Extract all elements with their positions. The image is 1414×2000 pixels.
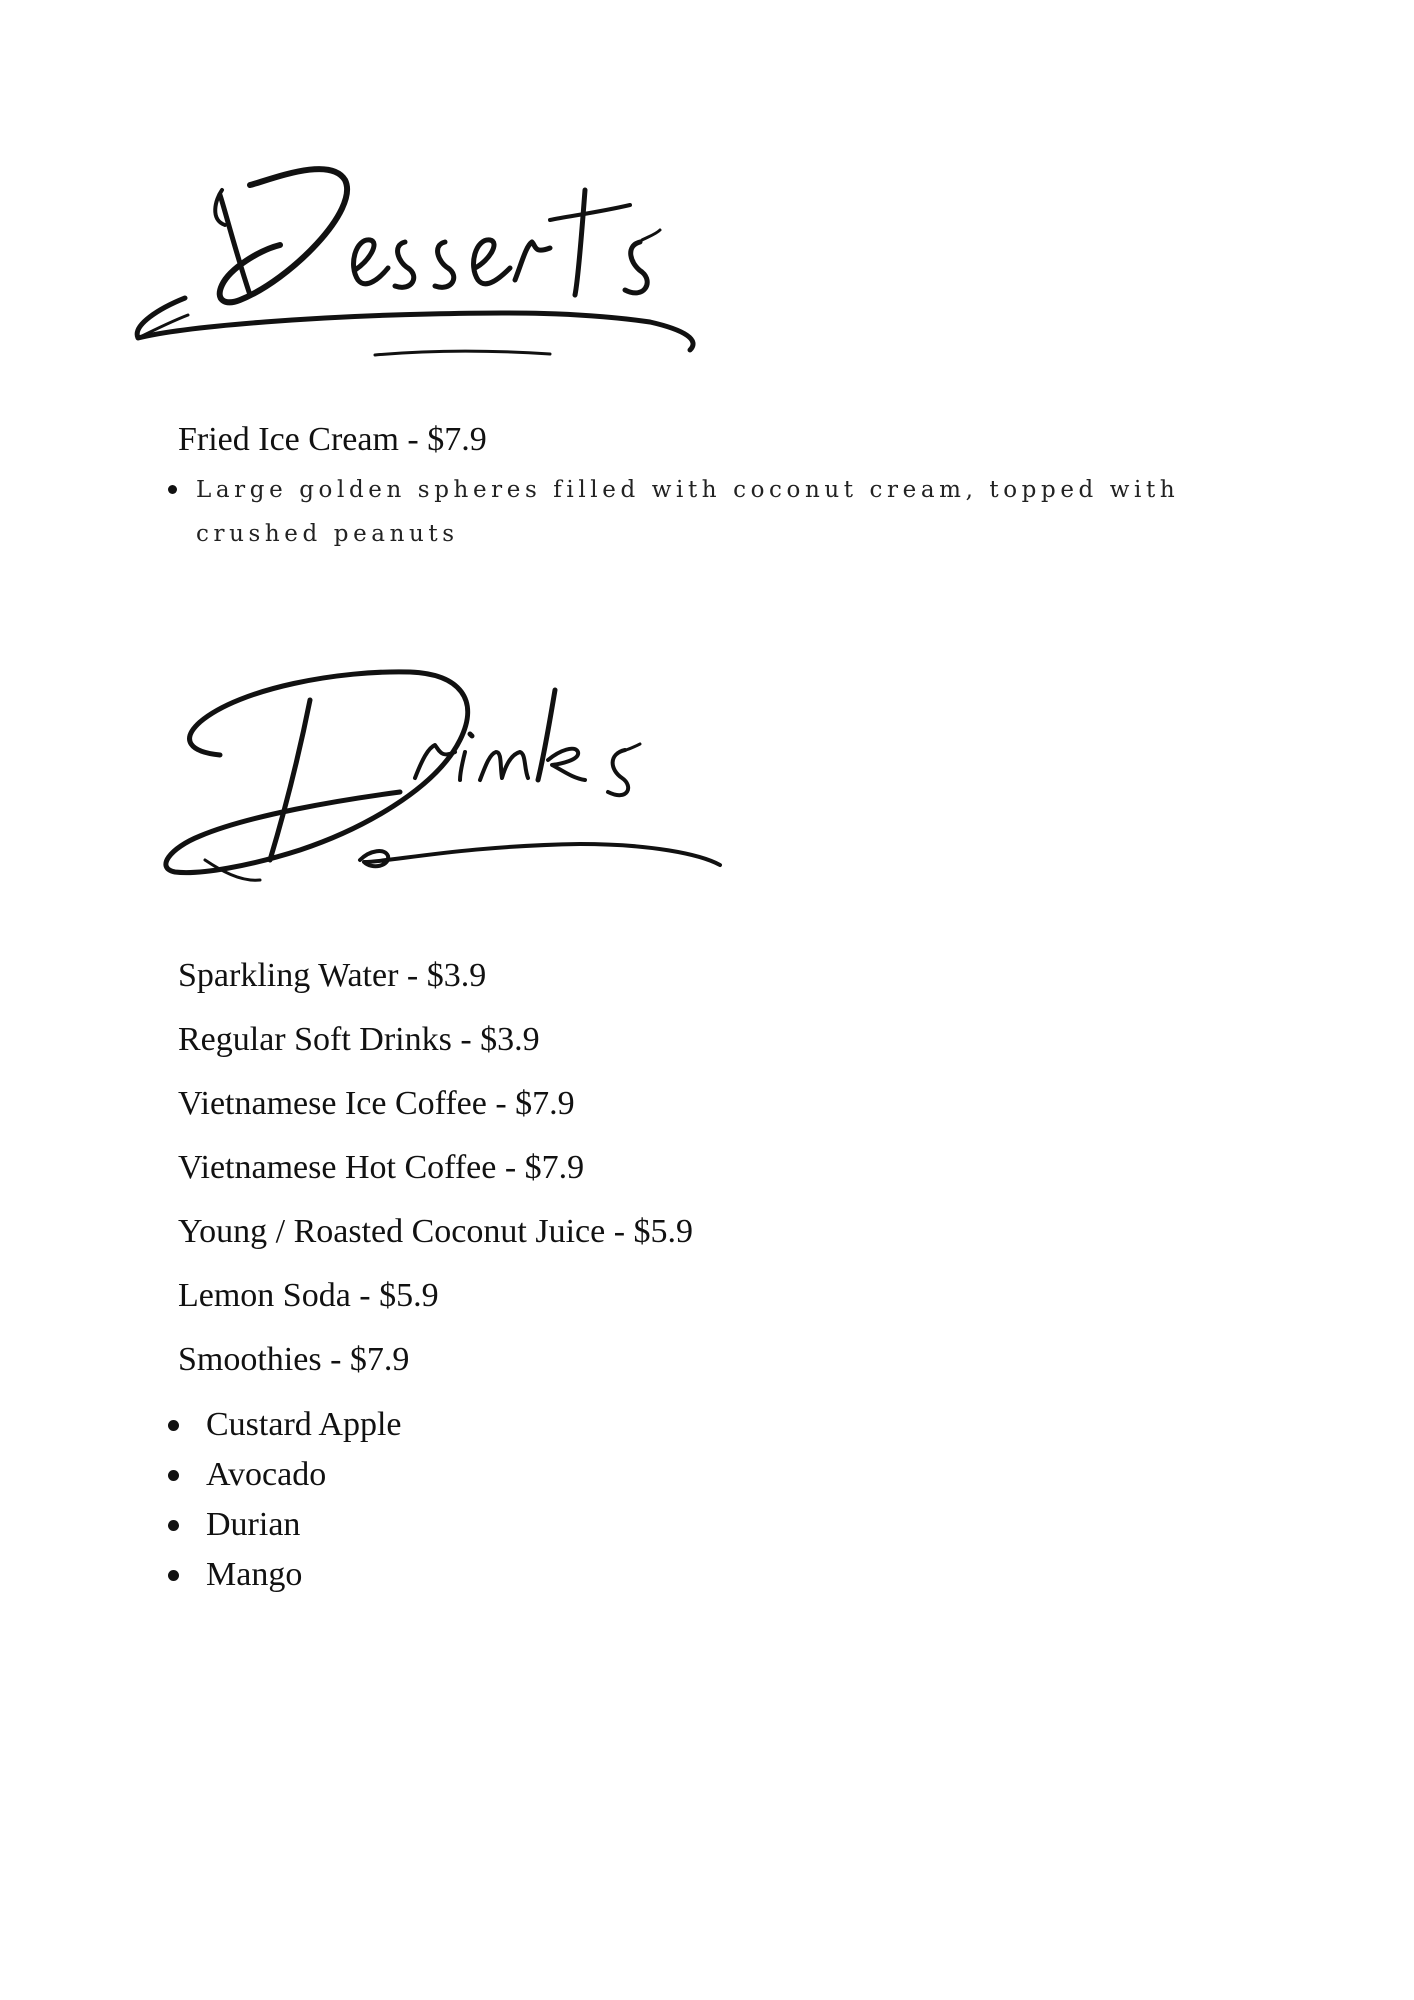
smoothie-item	[168, 1450, 401, 1500]
drinks-heading	[160, 660, 820, 920]
bullet-icon	[168, 1420, 179, 1431]
smoothie-label: Mango	[206, 1556, 303, 1593]
bullet-icon	[168, 1470, 179, 1481]
smoothie-label: Avocado	[206, 1456, 327, 1493]
dessert-item-title: Fried Ice Cream - $7.9	[178, 421, 487, 458]
dessert-description: Large golden spheres filled with coconut cream, topped with crushed peanuts	[196, 477, 1180, 547]
drink-item: Young / Roasted Coconut Juice - $5.9	[178, 1213, 694, 1250]
bullet-icon	[168, 1570, 179, 1581]
drink-item: Vietnamese Ice Coffee - $7.9	[178, 1085, 575, 1122]
dessert-description-list	[168, 468, 1268, 556]
drink-item: Lemon Soda - $5.9	[178, 1277, 439, 1314]
smoothie-label: Durian	[206, 1506, 301, 1543]
smoothie-label: Custard Apple	[206, 1406, 402, 1443]
drink-item: Smoothies - $7.9	[178, 1341, 410, 1378]
drink-item: Sparkling Water - $3.9	[178, 957, 487, 994]
dessert-description-item	[168, 468, 1268, 556]
smoothie-item	[168, 1400, 401, 1450]
bullet-icon	[168, 485, 177, 494]
smoothie-list	[168, 1400, 401, 1600]
desserts-heading	[130, 150, 710, 390]
drink-item: Vietnamese Hot Coffee - $7.9	[178, 1149, 585, 1186]
bullet-icon	[168, 1520, 179, 1531]
smoothie-item	[168, 1550, 401, 1600]
drink-item: Regular Soft Drinks - $3.9	[178, 1021, 540, 1058]
smoothie-item	[168, 1500, 401, 1550]
